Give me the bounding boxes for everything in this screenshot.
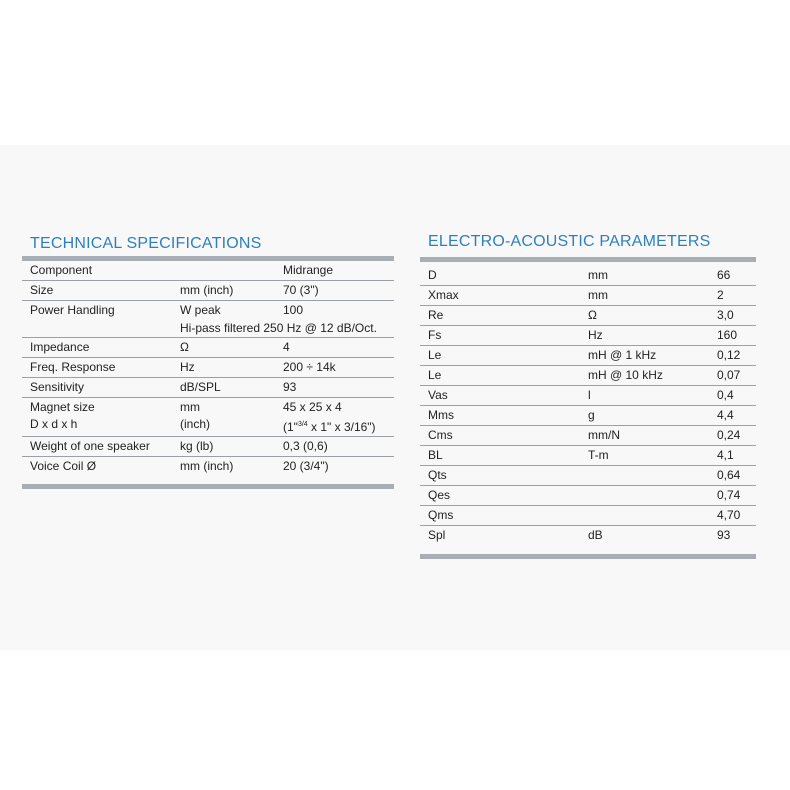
spec-value: 93 [275, 378, 394, 398]
table-row [420, 466, 756, 486]
param-value: 3,0 [709, 306, 756, 326]
table-row [420, 266, 756, 286]
technical-specifications-title: TECHNICAL SPECIFICATIONS [30, 235, 262, 252]
param-unit [580, 466, 709, 486]
table-row [420, 306, 756, 326]
spec-name-line1: Magnet size [30, 400, 95, 414]
table-row [22, 457, 394, 477]
param-name: Mms [420, 406, 580, 426]
spec-unit: kg (lb) [172, 437, 275, 457]
param-unit: T-m [580, 446, 709, 466]
spec-unit: dB/SPL [172, 378, 275, 398]
param-value: 0,74 [709, 486, 756, 506]
spec-unit: Hz [172, 358, 275, 378]
spec-value: Midrange [275, 261, 394, 281]
param-unit: mH @ 1 kHz [580, 346, 709, 366]
table-row [22, 398, 394, 437]
param-value: 0,24 [709, 426, 756, 446]
table-row [22, 338, 394, 358]
param-value: 0,4 [709, 386, 756, 406]
param-value: 0,64 [709, 466, 756, 486]
param-name: Cms [420, 426, 580, 446]
param-name: Fs [420, 326, 580, 346]
spec-unit [172, 398, 275, 437]
param-name: Vas [420, 386, 580, 406]
spec-value-line1: 45 x 25 x 4 [283, 400, 342, 414]
param-value: 160 [709, 326, 756, 346]
spec-note: Hi-pass filtered 250 Hz @ 12 dB/Oct. [172, 319, 394, 338]
param-unit [580, 506, 709, 526]
spec-name: Voice Coil Ø [30, 459, 97, 473]
table-row [420, 286, 756, 306]
spec-value-line2 [283, 416, 394, 436]
param-name: Xmax [420, 286, 580, 306]
spec-name: Weight of one speaker [22, 437, 172, 457]
param-unit: l [580, 386, 709, 406]
param-unit [580, 486, 709, 506]
table-row [420, 366, 756, 386]
technical-specifications-table [22, 261, 394, 476]
param-unit: mm [580, 266, 709, 286]
param-value: 0,07 [709, 366, 756, 386]
spec-unit: Ω [172, 338, 275, 358]
param-name: D [420, 266, 580, 286]
spec-value: 200 ÷ 14k [275, 358, 394, 378]
electro-acoustic-parameters-title: ELECTRO-ACOUSTIC PARAMETERS [428, 233, 711, 250]
table-row [22, 301, 394, 320]
spec-value [275, 398, 394, 437]
table-row [420, 486, 756, 506]
table-row [22, 358, 394, 378]
spec-name-line2: D x d x h [30, 417, 78, 431]
table-row [22, 378, 394, 398]
spec-value: 70 (3") [275, 281, 394, 301]
bottom-rule [22, 484, 394, 489]
table-row [420, 386, 756, 406]
param-name: Le [420, 346, 580, 366]
spec-unit: mm (inch) [172, 281, 275, 301]
technical-specifications-section [22, 232, 394, 489]
table-row [420, 326, 756, 346]
table-row [420, 406, 756, 426]
top-rule [420, 257, 756, 262]
spec-name: Component [22, 261, 172, 281]
param-name: Le [420, 366, 580, 386]
spec-value-fraction: 3/4 [297, 421, 308, 428]
electro-acoustic-parameters-section [420, 230, 756, 559]
bottom-rule [420, 554, 756, 559]
param-name: Qms [420, 506, 580, 526]
table-row [22, 261, 394, 281]
param-name: BL [420, 446, 580, 466]
spec-name: Size [22, 281, 172, 301]
param-name: Qts [420, 466, 580, 486]
param-value: 4,70 [709, 506, 756, 526]
table-row [420, 506, 756, 526]
param-name: Spl [428, 528, 446, 542]
param-value: 66 [709, 266, 756, 286]
param-value: 4,4 [709, 406, 756, 426]
spec-value: 100 [283, 303, 304, 317]
table-row [22, 281, 394, 301]
spec-unit-line2: (inch) [180, 417, 211, 431]
spec-name: Impedance [22, 338, 172, 358]
param-value: 2 [709, 286, 756, 306]
spec-unit: W peak [180, 303, 221, 317]
param-unit: mm [580, 286, 709, 306]
spec-unit [172, 261, 275, 281]
param-unit: mH @ 10 kHz [580, 366, 709, 386]
table-row [22, 319, 394, 338]
spec-value: 0,3 (0,6) [275, 437, 394, 457]
param-unit: dB [588, 528, 603, 542]
param-name: Re [420, 306, 580, 326]
electro-acoustic-parameters-table [420, 266, 756, 545]
spec-unit-line1: mm [180, 400, 200, 414]
param-value: 4,1 [709, 446, 756, 466]
spec-value: 20 (3/4") [283, 459, 329, 473]
spec-unit: mm (inch) [180, 459, 234, 473]
spec-name: Freq. Response [22, 358, 172, 378]
param-value: 93 [717, 528, 731, 542]
spec-value-line2-a: (1" [283, 420, 298, 434]
spec-name [22, 398, 172, 437]
spec-name [22, 319, 172, 338]
spec-value: 4 [275, 338, 394, 358]
spec-value-line2-b: x 1" x 3/16") [307, 420, 376, 434]
table-row [22, 437, 394, 457]
table-row [420, 446, 756, 466]
table-row [420, 426, 756, 446]
table-row [420, 346, 756, 366]
param-unit: Ω [580, 306, 709, 326]
param-unit: mm/N [580, 426, 709, 446]
param-unit: g [580, 406, 709, 426]
table-row [420, 526, 756, 546]
spec-name: Sensitivity [22, 378, 172, 398]
spec-name: Power Handling [30, 303, 115, 317]
param-name: Qes [420, 486, 580, 506]
param-unit: Hz [580, 326, 709, 346]
param-value: 0,12 [709, 346, 756, 366]
